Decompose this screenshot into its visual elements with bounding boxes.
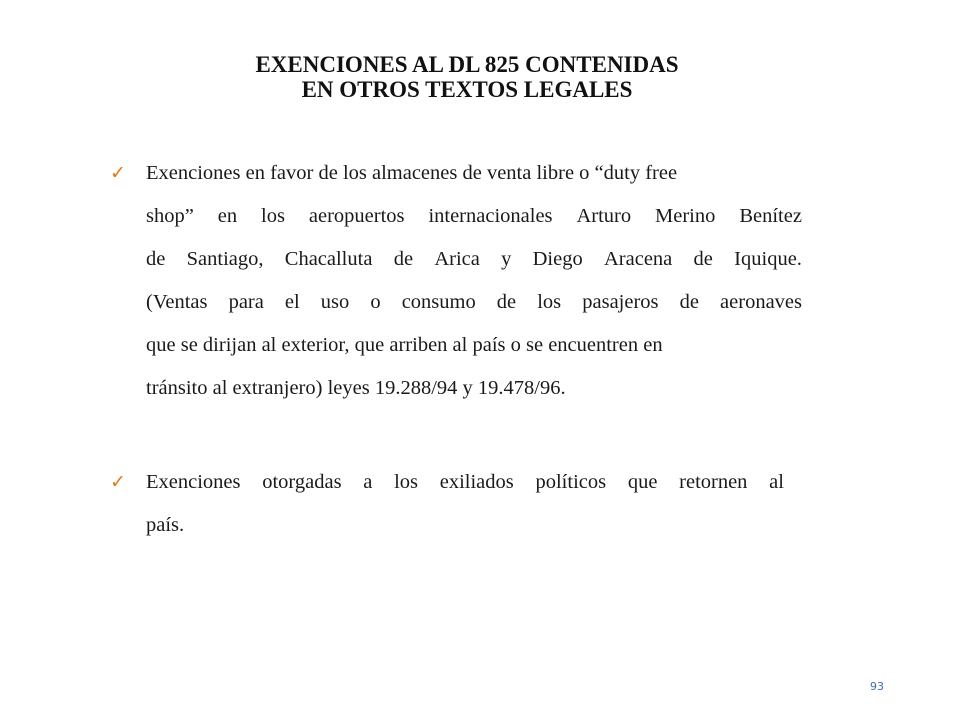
check-icon: ✓ bbox=[110, 471, 126, 493]
word: el bbox=[284, 291, 300, 313]
word: Arica bbox=[434, 248, 480, 270]
word: de bbox=[693, 248, 713, 270]
bullet-line bbox=[146, 461, 784, 504]
word: retornen bbox=[679, 471, 748, 493]
word: los bbox=[261, 205, 285, 227]
word: internacionales bbox=[428, 205, 553, 227]
word: de bbox=[393, 248, 414, 270]
word: Arturo bbox=[576, 205, 632, 227]
word: consumo bbox=[401, 291, 476, 313]
word: para bbox=[228, 291, 264, 313]
word: Chacalluta bbox=[284, 248, 373, 270]
word: los bbox=[394, 471, 419, 493]
word: y bbox=[501, 248, 512, 270]
word: en bbox=[217, 205, 238, 227]
bullet-text bbox=[146, 152, 802, 410]
word: Iquique. bbox=[734, 248, 802, 270]
bullet-line bbox=[146, 281, 802, 324]
word: (Ventas bbox=[146, 291, 208, 313]
word: políticos bbox=[535, 471, 607, 493]
word: aeropuertos bbox=[308, 205, 405, 227]
word: que bbox=[627, 471, 658, 493]
word: Santiago, bbox=[186, 248, 264, 270]
word: los bbox=[537, 291, 562, 313]
word: de bbox=[679, 291, 699, 313]
word: de bbox=[496, 291, 517, 313]
title-line-2: EN OTROS TEXTOS LEGALES bbox=[301, 77, 633, 102]
page-number: 93 bbox=[870, 680, 884, 693]
bullet-line bbox=[146, 238, 802, 281]
word: pasajeros bbox=[582, 291, 659, 313]
bullet-line: país. bbox=[146, 514, 185, 536]
word: o bbox=[370, 291, 381, 313]
slide-title bbox=[0, 52, 934, 102]
word: Exenciones bbox=[146, 471, 241, 493]
check-icon: ✓ bbox=[110, 162, 126, 184]
bullet-line: tránsito al extranjero) leyes 19.288/94 y 19.478/96. bbox=[146, 377, 566, 399]
bullet-line bbox=[146, 195, 802, 238]
word: al bbox=[769, 471, 784, 493]
bullet-line: Exenciones en favor de los almacenes de venta libre o “duty free bbox=[146, 162, 678, 184]
bullet-line: que se dirijan al exterior, que arriben al país o se encuentren en bbox=[146, 334, 663, 356]
word: shop” bbox=[146, 205, 194, 227]
word: Diego bbox=[532, 248, 583, 270]
word: a bbox=[363, 471, 373, 493]
bullet-text bbox=[146, 461, 802, 547]
word: Merino bbox=[655, 205, 716, 227]
word: aeronaves bbox=[720, 291, 802, 313]
word: otorgadas bbox=[262, 471, 342, 493]
title-line-1: EXENCIONES AL DL 825 CONTENIDAS bbox=[255, 52, 679, 77]
word: exiliados bbox=[439, 471, 514, 493]
word: Benítez bbox=[739, 205, 802, 227]
word: uso bbox=[320, 291, 350, 313]
word: Aracena bbox=[604, 248, 673, 270]
word: de bbox=[146, 248, 166, 270]
